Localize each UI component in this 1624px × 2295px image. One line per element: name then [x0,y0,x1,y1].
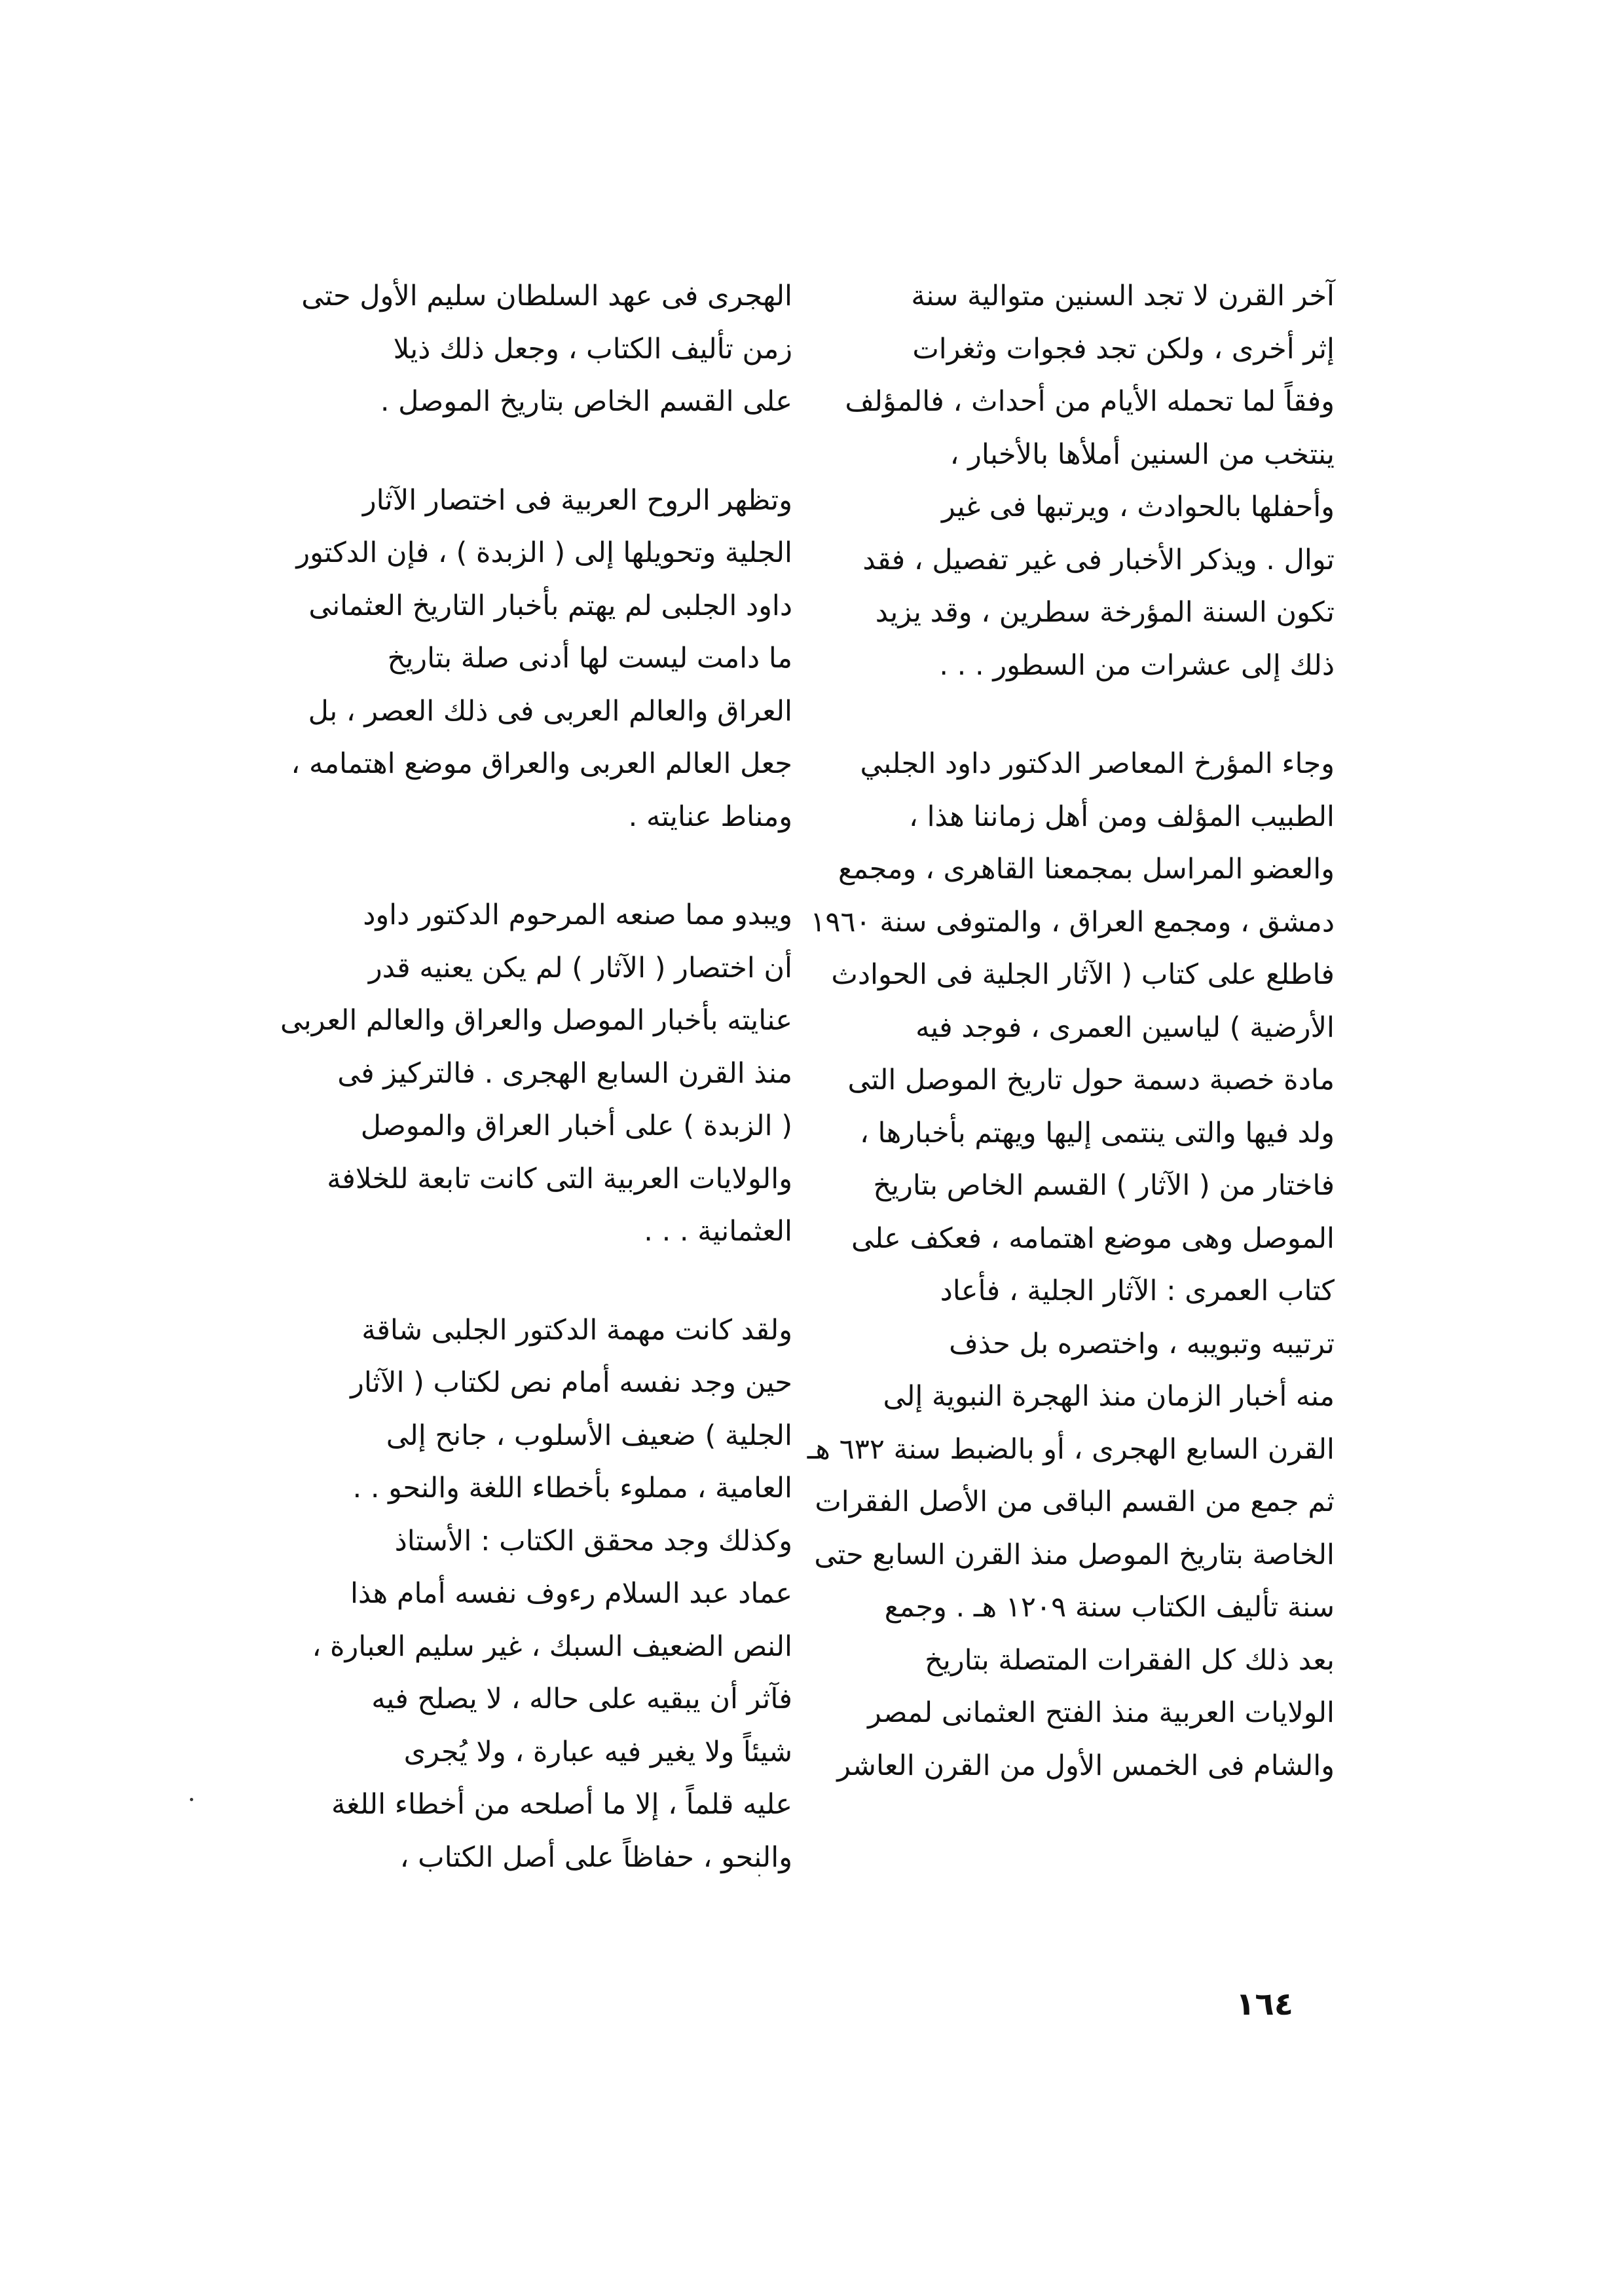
text-line: على القسم الخاص بتاريخ الموصل . [380,385,792,418]
text-line: الأرضية ) لياسين العمرى ، فوجد فيه [915,1011,1335,1044]
text-line: منه أخبار الزمان منذ الهجرة النبوية إلى [883,1380,1335,1413]
text-line: ولقد كانت مهمة الدكتور الجلبى شاقة [361,1313,792,1347]
text-line: والشام فى الخمس الأول من القرن العاشر [837,1749,1335,1782]
text-line: توال . ويذكر الأخبار فى غير تفصيل ، فقد [862,543,1335,576]
text-line: ويبدو مما صنعه المرحوم الدكتور داود [363,899,792,931]
text-line: شيئاً ولا يغير فيه عبارة ، ولا يُجرى [403,1735,792,1768]
text-line: ثم جمع من القسم الباقى من الأصل الفقرات [815,1485,1335,1518]
text-line: ذلك إلى عشرات من السطور . . . [939,648,1335,682]
text-line: ومناط عنايته . [628,800,792,833]
text-line: حين وجد نفسه أمام نص لكتاب ( الآثار [350,1366,792,1399]
scan-speck [190,1798,193,1801]
text-line: والنحو ، حفاظاً على أصل الكتاب ، [399,1840,792,1874]
text-line: جعل العالم العربى والعراق موضع اهتمامه ، [291,747,792,780]
text-line: ترتيبه وتبويبه ، واختصره بل حذف [949,1327,1335,1360]
text-line: وتظهر الروح العربية فى اختصار الآثار [362,483,792,517]
left-paragraph-1 [268,270,792,428]
text-line: والولايات العربية التى كانت تابعة للخلافة [327,1162,792,1195]
text-line: الجلية ) ضعيف الأسلوب ، جانح إلى [386,1419,792,1452]
text-line: الموصل وهى موضع اهتمامه ، فعكف على [851,1222,1335,1255]
text-line: ولد فيها والتى ينتمى إليها ويهتم بأخبارها ، [859,1116,1335,1149]
text-line: كتاب العمرى : الآثار الجلية ، فأعاد [940,1275,1335,1307]
text-line: ( الزبدة ) على أخبار العراق والموصل [360,1110,792,1142]
text-line: العامية ، مملوء بأخطاء اللغة والنحو . . [352,1472,792,1504]
text-line: الجلية وتحويلها إلى ( الزبدة ) ، فإن الدكتور [296,536,792,569]
page-number: ١٦٤ [1236,1986,1293,2023]
text-line: بعد ذلك كل الفقرات المتصلة بتاريخ [925,1643,1335,1677]
left-paragraph-3 [268,889,792,1258]
text-line: مادة خصبة دسمة حول تاريخ الموصل التى [847,1064,1335,1096]
text-line: ما دامت ليست لها أدنى صلة بتاريخ [387,642,792,675]
text-line: دمشق ، ومجمع العراق ، والمتوفى سنة ١٩٦٠ [810,905,1335,939]
right-paragraph-1 [817,270,1335,692]
text-line: عليه قلماً ، إلا ما أصلحه من أخطاء اللغة [331,1788,792,1821]
text-line: وجاء المؤرخ المعاصر الدكتور داود الجلبي [860,747,1335,780]
text-line: والعضو المراسل بمجمعنا القاهرى ، ومجمع [838,853,1335,886]
text-line: وكذلك وجد محقق الكتاب : الأستاذ [394,1524,792,1558]
text-line: الولايات العربية منذ الفتح العثمانى لمصر [868,1696,1335,1729]
text-line: آخر القرن لا تجد السنين متوالية سنة [911,280,1335,312]
text-line: وفقاً لما تحمله الأيام من أحداث ، فالمؤلف [845,385,1335,418]
text-line: منذ القرن السابع الهجرى . فالتركيز فى [337,1056,792,1090]
text-line: الخاصة بتاريخ الموصل منذ القرن السابع حتى [814,1538,1335,1571]
text-line: إثر أخرى ، ولكن تجد فجوات وثغرات [912,332,1335,365]
text-line: أن اختصار ( الآثار ) لم يكن يعنيه قدر [368,951,792,984]
text-line: الهجرى فى عهد السلطان سليم الأول حتى [301,280,792,312]
text-line: فآثر أن يبقيه على حاله ، لا يصلح فيه [371,1683,792,1715]
text-line: وأحفلها بالحوادث ، ويرتبها فى غير [941,491,1335,523]
text-line: سنة تأليف الكتاب سنة ١٢٠٩ هـ . وجمع [884,1591,1335,1624]
text-line: عماد عبد السلام رءوف نفسه أمام هذا [350,1577,792,1610]
text-line: العثمانية . . . [644,1215,792,1248]
text-line: عنايته بأخبار الموصل والعراق والعالم العربى [280,1004,792,1037]
scan-speck [758,1875,760,1876]
left-column [268,270,792,1884]
right-column [807,270,1335,1792]
left-paragraph-4 [268,1304,792,1884]
text-line: النص الضعيف السبك ، غير سليم العبارة ، [312,1630,792,1663]
text-line: داود الجلبى لم يهتم بأخبار التاريخ العثمانى [308,589,792,622]
text-line: فاختار من ( الآثار ) القسم الخاص بتاريخ [873,1169,1335,1202]
text-line: الطبيب المؤلف ومن أهل زماننا هذا ، [909,800,1335,833]
text-line: زمن تأليف الكتاب ، وجعل ذلك ذيلا [393,332,792,365]
text-line: العراق والعالم العربى فى ذلك العصر ، بل [308,694,792,728]
text-line: تكون السنة المؤرخة سطرين ، وقد يزيد [875,596,1335,629]
left-paragraph-2 [268,474,792,844]
text-line: فاطلع على كتاب ( الآثار الجلية فى الحوادث [831,958,1335,991]
text-line: ينتخب من السنين أملأها بالأخبار ، [950,438,1335,471]
text-line: القرن السابع الهجرى ، أو بالضبط سنة ٦٣٢ هـ [807,1432,1335,1466]
right-paragraph-2 [807,737,1335,1792]
